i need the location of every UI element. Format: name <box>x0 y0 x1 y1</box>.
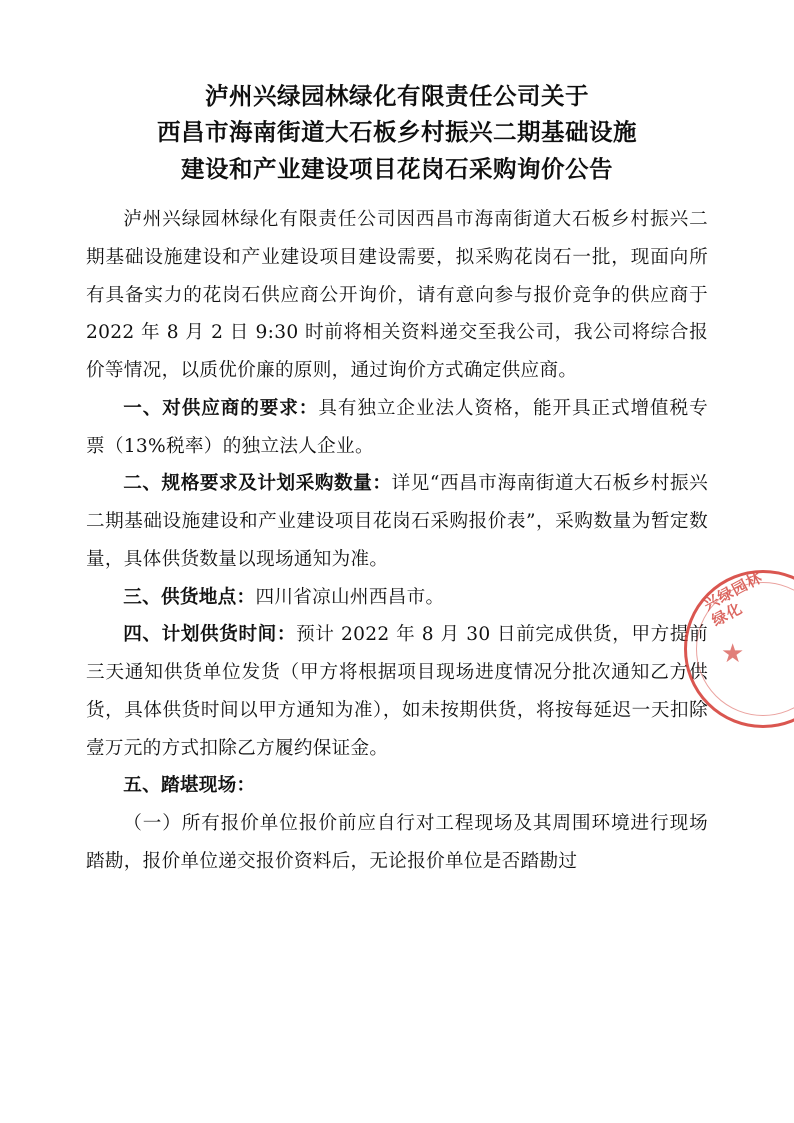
text-item-1: 具有独立企业法人资格，能开具正式增值税专票（13%税率）的独立法人企业。 <box>86 397 708 457</box>
heading-item-3: 三、供货地点： <box>123 586 256 608</box>
seal-star-icon: ★ <box>721 639 745 669</box>
paragraph-item-1 <box>86 390 708 465</box>
heading-item-5: 五、踏堪现场： <box>123 775 256 797</box>
text-item-4: 预计 2022 年 8 月 30 日前完成供货，甲方提前三天通知供货单位发货（甲方将根据项目现场进度情况分批次通知乙方供货，具体供货时间以甲方通知为准），如未按期供货，将按每延迟一天扣除壹万元的方式扣除乙方履约保证金。 <box>86 624 708 759</box>
heading-item-1: 一、对供应商的要求： <box>123 397 319 419</box>
heading-item-2: 二、规格要求及计划采购数量： <box>123 473 392 495</box>
paragraph-item-5-1: （一）所有报价单位报价前应自行对工程现场及其周围环境进行现场踏勘，报价单位递交报价资料后，无论报价单位是否踏勘过 <box>86 813 708 872</box>
paragraph-item-3 <box>86 579 708 617</box>
title-line-1: 泸州兴绿园林绿化有限责任公司关于 <box>205 82 589 110</box>
text-item-2: 详见“西昌市海南街道大石板乡村振兴二期基础设施建设和产业建设项目花岗石采购报价表”，采购数量为暂定数量，具体供货数量以现场通知为准。 <box>86 473 709 570</box>
seal-text: 兴绿园林绿化 <box>700 568 766 630</box>
text-item-3: 四川省凉山州西昌市。 <box>255 586 445 608</box>
seal-inner-ring <box>696 582 794 716</box>
paragraph-item-2 <box>86 465 708 578</box>
paragraph-item-5 <box>86 767 708 805</box>
page-title <box>86 78 708 187</box>
paragraph-item-4 <box>86 616 708 767</box>
title-line-3: 建设和产业建设项目花岗石采购询价公告 <box>181 154 613 183</box>
title-line-2: 西昌市海南街道大石板乡村振兴二期基础设施 <box>157 118 637 147</box>
paragraph-intro: 泸州兴绿园林绿化有限责任公司因西昌市海南街道大石板乡村振兴二期基础设施建设和产业建设项目建设需要，拟采购花岗石一批，现面向所有具备实力的花岗石供应商公开询价，请有意向参与报价竞争的供应商于 2022 年 8 月 2 日 9:30 时前将相关资料递交至我公司，我公司将综合报价等情况，以质优价廉的原则，通过询价方式确定供应商。 <box>86 209 708 382</box>
heading-item-4: 四、计划供货时间： <box>123 624 297 646</box>
document-body <box>86 201 708 880</box>
